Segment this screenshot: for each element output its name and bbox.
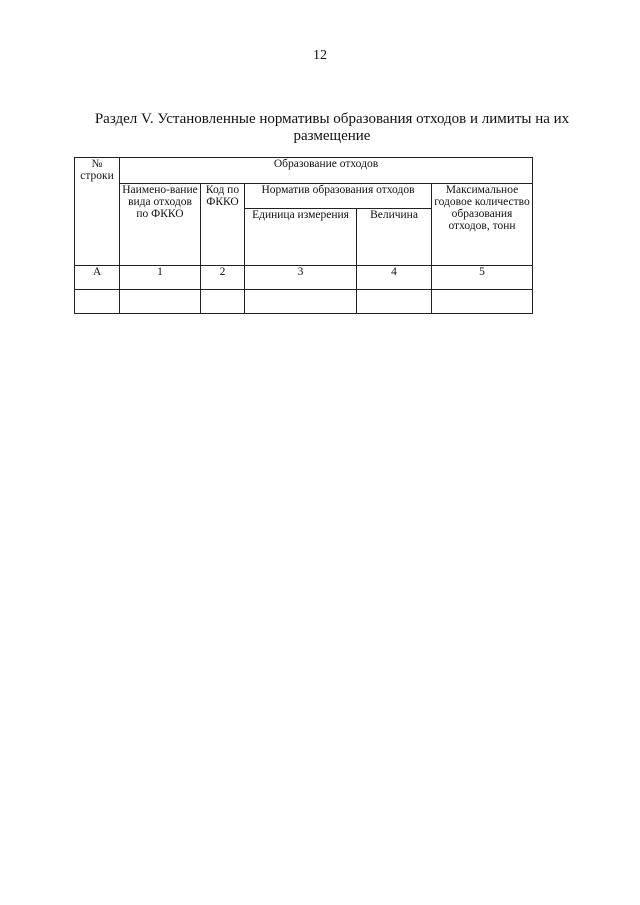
page-number: 12 bbox=[313, 48, 327, 63]
column-number: 5 bbox=[432, 266, 533, 290]
column-number: 1 bbox=[120, 266, 201, 290]
unit-header: Единица измерения bbox=[245, 209, 357, 266]
waste-name-header: Наимено-вание вида отходов по ФККО bbox=[120, 184, 201, 266]
empty-cell bbox=[75, 290, 120, 314]
column-numbers-row bbox=[75, 266, 533, 290]
normative-header: Норматив образования отходов bbox=[245, 184, 432, 209]
value-header: Величина bbox=[357, 209, 432, 266]
empty-cell bbox=[245, 290, 357, 314]
empty-cell bbox=[201, 290, 245, 314]
empty-cell bbox=[432, 290, 533, 314]
empty-cell bbox=[357, 290, 432, 314]
column-number: 2 bbox=[201, 266, 245, 290]
section-title: Раздел V. Установленные нормативы образования отходов и лимиты на их размещение bbox=[94, 111, 570, 144]
empty-data-row bbox=[75, 290, 533, 314]
line-number-header: № строки bbox=[75, 158, 120, 266]
waste-generation-header: Образование отходов bbox=[120, 158, 533, 184]
fkko-code-header: Код по ФККО bbox=[201, 184, 245, 266]
empty-cell bbox=[120, 290, 201, 314]
column-number: 4 bbox=[357, 266, 432, 290]
max-annual-amount-header: Максимальное годовое количество образования отходов, тонн bbox=[432, 184, 533, 266]
waste-norms-table bbox=[74, 157, 533, 314]
column-number: А bbox=[75, 266, 120, 290]
column-number: 3 bbox=[245, 266, 357, 290]
